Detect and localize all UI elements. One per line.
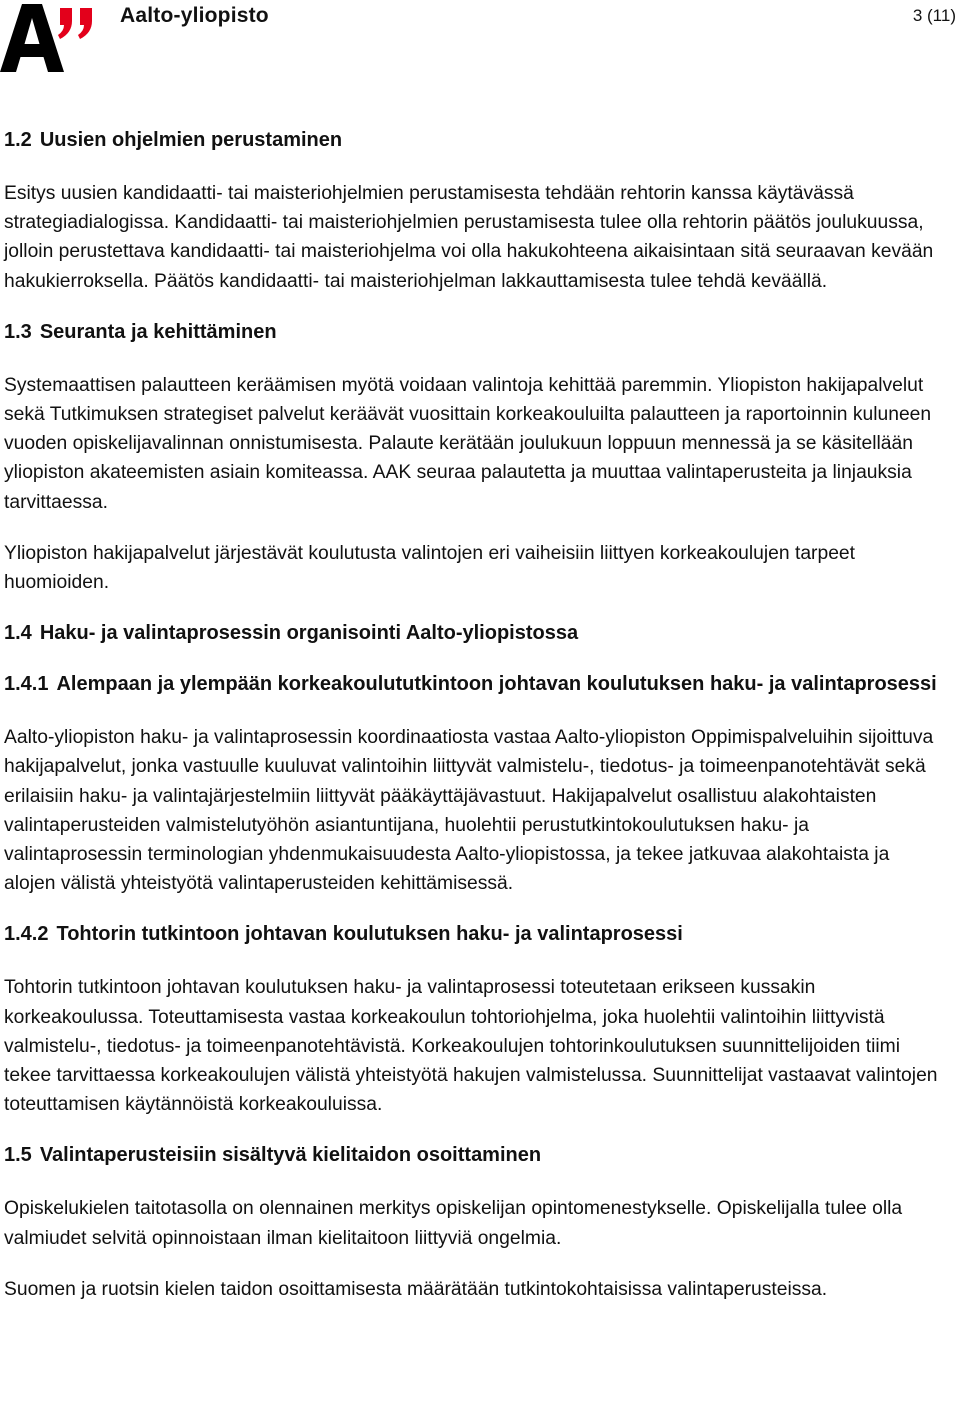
section-heading bbox=[4, 619, 940, 648]
body-paragraph: Opiskelukielen taitotasolla on olennainen merkitys opiskelijan opintomenestykselle. Opiskelijalla tulee olla valmiudet selvitä opinnoistaan ilman kielitaitoon liittyviä ongelmia. bbox=[4, 1198, 903, 1249]
document-body bbox=[4, 126, 940, 1304]
section-heading bbox=[4, 318, 940, 347]
body-paragraph: Systemaattisen palautteen keräämisen myötä voidaan valintoja kehittää paremmin. Yliopiston hakijapalvelut sekä Tutkimuksen strategiset palvelut keräävät vuosittain korkeakouluilta palautteen ja raportoinnin kuluneen vuoden opiskelijavalinnan onnistumisesta. Palaute kerätään joulukuun loppuun mennessä ja se käsitellään yliopiston akateemisten asiain komiteassa. AAK seuraa palautetta ja muuttaa valintaperusteita ja linjauksia tarvittaessa. bbox=[4, 374, 932, 513]
section-title: Uusien ohjelmien perustaminen bbox=[39, 129, 343, 151]
aalto-logo-icon bbox=[0, 4, 104, 72]
organization-name: Aalto-yliopisto bbox=[120, 4, 269, 27]
subsection-title: Tohtorin tutkintoon johtavan koulutuksen haku- ja valintaprosessi bbox=[56, 923, 683, 946]
section-number: 1.4 bbox=[4, 622, 32, 645]
section-title: Haku- ja valintaprosessin organisointi Aalto-yliopistossa bbox=[39, 622, 579, 645]
section-title: Valintaperusteisiin sisältyvä kielitaidon osoittaminen bbox=[39, 1144, 542, 1167]
section-heading bbox=[4, 1141, 940, 1170]
body-paragraph: Yliopiston hakijapalvelut järjestävät koulutusta valintojen eri vaiheisiin liittyen korkeakoulujen tarpeet huomioiden. bbox=[4, 542, 856, 594]
body-paragraph: Aalto-yliopiston haku- ja valintaprosessin koordinaatiosta vastaa Aalto-yliopiston Oppimispalveluihin sijoittuva hakijapalvelut, jonka vastuulle kuuluvat valintoihin liittyvät valmistelu-, tiedotus- ja toimeenpanotehtävät sekä erilaisiin haku- ja valintajärjestelmiin liittyvät pääkäyttäjävastuut. Hakijapalvelut osallistuu alakohtaisten valintaperusteiden valmistelutyöhön asiantuntijana, huolehtii perustutkintokoulutuksen haku- ja valintaprosessin terminologian yhdenmukaisuudesta Aalto-yliopistossa, ja tekee jatkuvaa alakohtaista ja alojen välistä yhteistyötä valintaperusteiden kehittämisessä. bbox=[4, 727, 934, 895]
subsection-number: 1.4.2 bbox=[4, 923, 49, 946]
section-title: Seuranta ja kehittäminen bbox=[39, 320, 277, 343]
page-header bbox=[0, 0, 960, 80]
body-paragraph: Suomen ja ruotsin kielen taidon osoittamisesta määrätään tutkintokohtaisissa valintaperusteissa. bbox=[4, 1278, 828, 1300]
section-number: 1.2 bbox=[4, 129, 32, 151]
body-paragraph: Tohtorin tutkintoon johtavan koulutuksen haku- ja valintaprosessi toteutetaan erikseen kussakin korkeakoulussa. Toteuttamisesta vastaa korkeakoulun tohtoriohjelma, joka huolehtii valintoihin liittyvistä valmistelu-, tiedotus- ja toimeenpanotehtävistä. Korkeakoulujen tohtorinkoulutuksen suunnittelijoiden tiimi tekee tarvittaessa korkeakoulujen välistä yhteistyötä hakujen valmistelussa. Suunnittelijat vastaavat valintojen toteuttamisen käytännöistä korkeakouluissa. bbox=[4, 977, 938, 1116]
section-heading bbox=[4, 126, 940, 155]
subsection-heading bbox=[4, 920, 940, 949]
body-paragraph: Esitys uusien kandidaatti- tai maisteriohjelmien perustamisesta tehdään rehtorin kanssa käytävässä strategiadialogissa. Kandidaatti- tai maisteriohjelmien perustamisesta tulee olla rehtorin päätös joulukuussa, jolloin perustettava kandidaatti- tai maisteriohjelma voi olla hakukohteena aikaisintaan sitä seuraavan kevään hakukierroksella. Päätös kandidaatti- tai maisteriohjelman lakkauttamisesta tulee tehdä keväällä. bbox=[4, 183, 934, 292]
page-number: 3 (11) bbox=[912, 6, 956, 25]
subsection-title: Alempaan ja ylempään korkeakoulututkintoon johtavan koulutuksen haku- ja valintaprosessi bbox=[56, 673, 937, 696]
subsection-heading bbox=[4, 670, 940, 699]
subsection-number: 1.4.1 bbox=[4, 673, 49, 696]
section-number: 1.5 bbox=[4, 1144, 32, 1167]
section-number: 1.3 bbox=[4, 320, 32, 343]
